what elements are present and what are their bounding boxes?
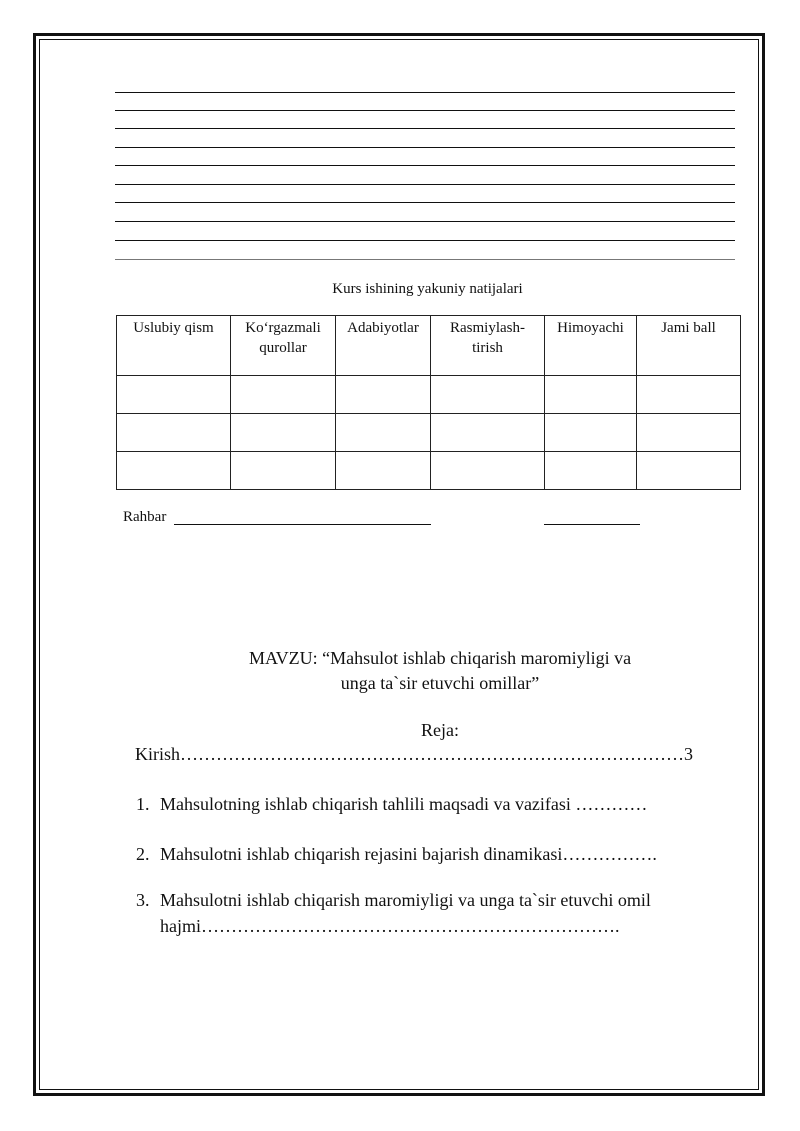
supervisor-label: Rahbar (123, 509, 167, 525)
topic-line-2: unga ta`sir etuvchi omillar” (340, 673, 540, 693)
writing-line (115, 147, 735, 148)
table-cell (336, 452, 431, 490)
plan-item-text: Mahsulotni ishlab chiqarish maromiyligi va unga ta`sir etuvchi omil (160, 890, 651, 910)
table-cell (336, 414, 431, 452)
writing-line (115, 221, 735, 222)
table-cell (336, 376, 431, 414)
col-header-himoyachi: Himoyachi (545, 316, 637, 376)
writing-line (115, 184, 735, 185)
writing-line (115, 128, 735, 129)
results-title: Kurs ishining yakuniy natijalari (332, 281, 523, 297)
col-header-adabiyotlar: Adabiyotlar (336, 316, 431, 376)
table-cell (637, 452, 741, 490)
plan-title: Reja: (421, 720, 459, 740)
writing-line (115, 110, 735, 111)
table-cell (431, 414, 545, 452)
table-cell (545, 376, 637, 414)
writing-line (115, 240, 735, 241)
col-header-korgazmali: Ko‘rgazmali qurollar (231, 316, 336, 376)
table-cell (231, 452, 336, 490)
table-cell (431, 376, 545, 414)
plan-item-number: 3. (136, 890, 150, 910)
writing-line (115, 165, 735, 166)
supervisor-signature-line (174, 524, 431, 525)
plan-item-text-continued: hajmi……………………………………………………………. (160, 916, 620, 936)
topic-heading (120, 646, 760, 696)
table-cell (637, 376, 741, 414)
writing-line (115, 259, 735, 260)
writing-line (115, 92, 735, 93)
plan-item-number: 1. (136, 794, 150, 814)
date-signature-line (544, 524, 640, 525)
table-cell (545, 452, 637, 490)
table-row (117, 452, 741, 490)
results-table (116, 315, 741, 490)
table-cell (117, 414, 231, 452)
table-cell (637, 414, 741, 452)
col-header-rasmiylashtirish: Rasmiylash- tirish (431, 316, 545, 376)
table-cell (431, 452, 545, 490)
col-header-uslubiy: Uslubiy qism (117, 316, 231, 376)
col-header-jami-ball: Jami ball (637, 316, 741, 376)
plan-item-text: Mahsulotning ishlab chiqarish tahlili maqsadi va vazifasi ………… (160, 794, 648, 814)
table-cell (545, 414, 637, 452)
plan-item-text: Mahsulotni ishlab chiqarish rejasini bajarish dinamikasi……………. (160, 844, 657, 864)
table-cell (231, 376, 336, 414)
topic-line-1: MAVZU: “Mahsulot ishlab chiqarish maromiyligi va (248, 648, 632, 668)
results-header-row (117, 316, 741, 376)
plan-item-number: 2. (136, 844, 150, 864)
plan-intro: Kirish…………………………………………………………………………3 (135, 744, 693, 764)
table-cell (117, 452, 231, 490)
table-row (117, 414, 741, 452)
table-cell (117, 376, 231, 414)
table-cell (231, 414, 336, 452)
writing-line (115, 202, 735, 203)
table-row (117, 376, 741, 414)
